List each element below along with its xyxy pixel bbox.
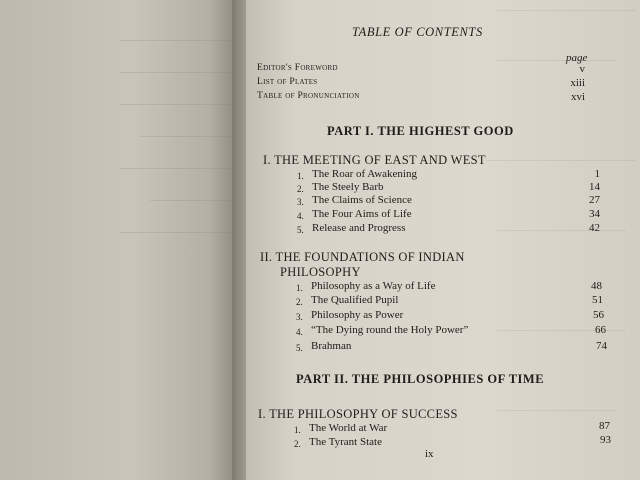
part-heading: PART I. THE HIGHEST GOOD (327, 124, 514, 138)
section-page: 93 (600, 434, 611, 446)
section-number: 3. (297, 197, 304, 207)
front-matter-page: xvi (570, 91, 585, 103)
front-matter-title: Editor's Foreword (257, 63, 338, 73)
chapter-heading: I. THE PHILOSOPHY OF SUCCESS (258, 407, 458, 421)
section-page: 48 (591, 280, 602, 292)
left-page (0, 0, 238, 480)
bleed-line (496, 330, 626, 331)
section-page: 42 (589, 222, 600, 234)
section-number: 2. (294, 439, 301, 449)
section-number: 5. (297, 225, 304, 235)
bleed-line (120, 104, 230, 105)
section-page: 34 (589, 208, 600, 220)
bleed-line (496, 60, 616, 61)
section-title: The World at War (309, 422, 388, 434)
front-matter-title: Table of Pronunciation (257, 91, 360, 101)
section-number: 2. (296, 297, 303, 307)
bleed-line (140, 136, 230, 137)
bleed-line (120, 232, 230, 233)
section-number: 1. (297, 171, 304, 181)
bleed-line (120, 40, 230, 41)
bleed-line (496, 410, 616, 411)
section-number: 5. (296, 343, 303, 353)
section-number: 2. (297, 184, 304, 194)
section-title: The Qualified Pupil (311, 294, 399, 306)
section-number: 1. (294, 425, 301, 435)
section-page: 56 (593, 309, 604, 321)
front-matter-page: xiii (570, 77, 585, 89)
section-title: Philosophy as a Way of Life (311, 280, 436, 292)
section-title: The Claims of Science (312, 194, 412, 206)
chapter-heading: II. THE FOUNDATIONS OF INDIAN (260, 250, 465, 264)
section-number: 4. (296, 327, 303, 337)
section-title: Philosophy as Power (311, 309, 404, 321)
page-folio: ix (425, 448, 434, 460)
section-title: Release and Progress (312, 222, 406, 234)
section-page: 14 (589, 181, 600, 193)
section-title: The Steely Barb (312, 181, 384, 193)
bleed-line (120, 168, 230, 169)
front-matter-page: v (579, 63, 585, 75)
toc-title: TABLE OF CONTENTS (352, 25, 483, 39)
section-page: 27 (589, 194, 600, 206)
section-page: 1 (594, 168, 600, 180)
bleed-line (486, 160, 636, 161)
bleed-line (150, 200, 230, 201)
bleed-line (496, 10, 636, 11)
section-number: 1. (296, 283, 303, 293)
section-page: 74 (596, 340, 607, 352)
chapter-heading-continued: PHILOSOPHY (280, 265, 361, 279)
section-number: 4. (297, 211, 304, 221)
section-page: 66 (595, 324, 606, 336)
section-number: 3. (296, 312, 303, 322)
chapter-heading: I. THE MEETING OF EAST AND WEST (263, 153, 486, 167)
section-title: The Four Aims of Life (312, 208, 412, 220)
section-title: “The Dying round the Holy Power” (311, 324, 469, 336)
section-page: 87 (599, 420, 610, 432)
front-matter-title: List of Plates (257, 77, 318, 87)
page-column-label: page (566, 52, 588, 64)
section-title: Brahman (311, 340, 352, 352)
section-title: The Roar of Awakening (312, 168, 417, 180)
section-page: 51 (592, 294, 603, 306)
bleed-line (120, 72, 230, 73)
section-title: The Tyrant State (309, 436, 382, 448)
part-heading: PART II. THE PHILOSOPHIES OF TIME (296, 372, 545, 386)
